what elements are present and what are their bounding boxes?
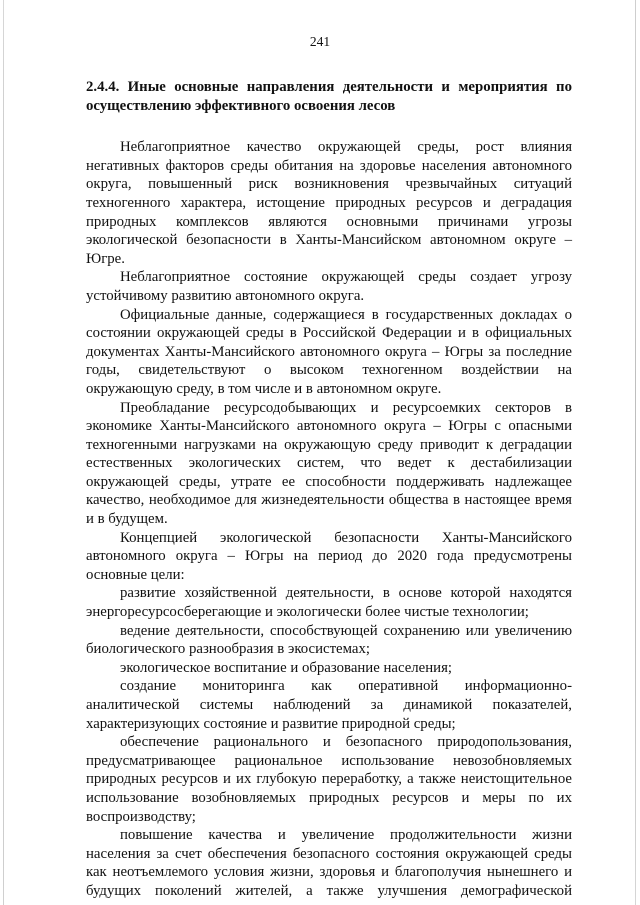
scan-edge-right [635, 0, 636, 905]
paragraph-sustainable-development: Неблагоприятное состояние окружающей среды создает угрозу устойчивому развитию автономного округа. [86, 269, 572, 304]
list-item-quality-of-life: повышение качества и увеличение продолжительности жизни населения за счет обеспечения безопасного состояния окружающей среды как неотъемлемого условия жизни, здоровья и благополучия нынешнего и будущих поколений жителей, а также улучшения демографической [86, 827, 572, 899]
document-body [86, 78, 572, 901]
list-item-rational-use: обеспечение рационального и безопасного природопользования, предусматривающее рациональное использование невозобновляемых природных ресурсов и их глубокую переработку, а также неистощительное использование возобновляемых природных ресурсов и меры по их воспроизводству; [86, 734, 572, 825]
list-item-economic-development: развитие хозяйственной деятельности, в основе которой находятся энергоресурсосберегающие и экологически более чистые технологии; [86, 585, 572, 621]
list-item-monitoring: создание мониторинга как оперативной информационно-аналитической системы наблюдений за динамикой показателей, характеризующих состояние и развитие природной среды; [86, 678, 572, 732]
section-heading: 2.4.4. Иные основные направления деятельности и мероприятия по осуществлению эффективного освоения лесов [86, 79, 572, 114]
scan-edge-left [3, 0, 4, 905]
list-item-biodiversity: ведение деятельности, способствующей сохранению или увеличению биологического разнообразия в экосистемах; [86, 622, 572, 658]
paragraph-concept-goals: Концепцией экологической безопасности Ханты-Мансийского автономного округа – Югры на период до 2020 года предусмотрены основные цели: [86, 529, 572, 583]
paragraph-resource-sectors: Преобладание ресурсодобывающих и ресурсоемких секторов в экономике Ханты-Мансийского автономного округа – Югры с опасными техногенными нагрузками на окружающую среду приводит к деградации естественных экологических систем, что ведет к дестабилизации окружающей среды, утрате ее способности поддерживать надлежащее качество, необходимое для жизнедеятельности общества в настоящее время и в будущем. [86, 399, 572, 528]
paragraph-environment-quality: Неблагоприятное качество окружающей среды, рост влияния негативных факторов среды обитания на здоровье населения автономного округа, повышенный риск возникновения чрезвычайных ситуаций техногенного характера, истощение природных ресурсов и деградация природных комплексов являются основными причинами угрозы экологической безопасности в Ханты-Мансийском автономном округе – Югре. [86, 139, 572, 267]
list-item-ecological-education: экологическое воспитание и образование населения; [120, 659, 453, 676]
page-number: 241 [309, 34, 331, 49]
paragraph-official-data: Официальные данные, содержащиеся в государственных докладах о состоянии окружающей среды в Российской Федерации и в официальных документах Ханты-Мансийского автономного округа – Югры за последние годы, свидетельствуют о высоком техногенном воздействии на окружающую среду, в том числе и в автономном округе. [86, 306, 572, 397]
